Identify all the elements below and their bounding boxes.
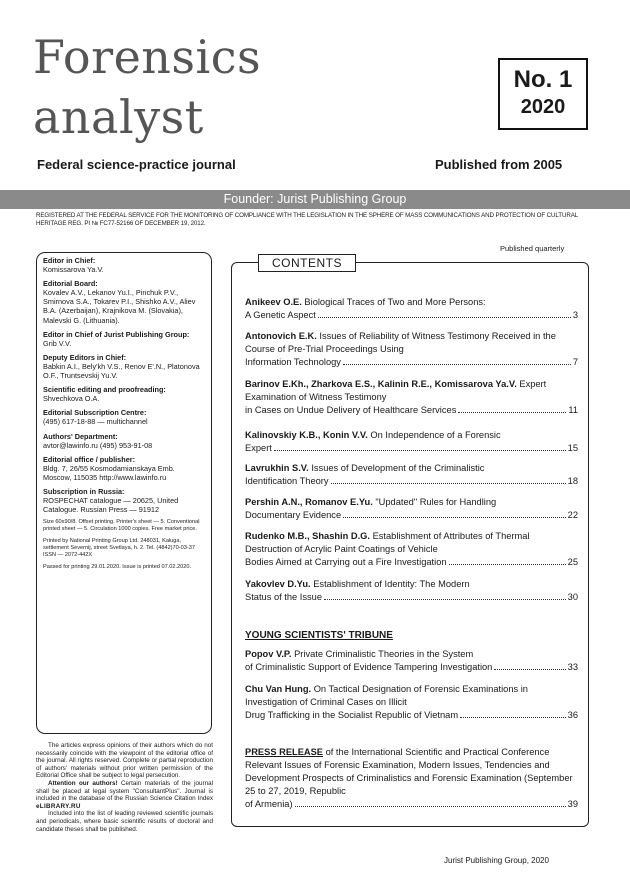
toc-leader-dots bbox=[331, 483, 566, 484]
footer-publisher: Jurist Publishing Group, 2020 bbox=[444, 856, 549, 865]
toc-title-end: Expert bbox=[245, 443, 272, 453]
editorial-box bbox=[36, 252, 212, 734]
editorial-body: Komissarova Ya.V. bbox=[43, 265, 104, 275]
authors-notice-text: Certain materials of the journal shall be placed at legal system "ConsultantPlus". Journal is included in the database of the Russian Science Citation Index bbox=[36, 779, 214, 803]
young-scientists-heading: YOUNG SCIENTISTS' TRIBUNE bbox=[245, 630, 393, 641]
editorial-heading: Editorial office / publisher: bbox=[43, 454, 136, 464]
toc-title-end: Bodies Aimed at Carrying out a Fire Investigation bbox=[245, 557, 447, 567]
print-dates: Passed for printing 29.01.2020. Issue is printed 07.02.2020. bbox=[43, 564, 192, 571]
authors-notice bbox=[36, 780, 213, 810]
journal-title-line2: analyst bbox=[33, 90, 204, 144]
toc-title-end: Information Technology bbox=[245, 357, 341, 367]
printed-by: Printed by National Printing Group Ltd. 248031, Kaluga, settlement Severnij, street Svetlaya, h. 2. Tel. (4842)70-03-37 ISSN — 2072-442X bbox=[43, 538, 195, 559]
toc-leader-dots bbox=[324, 599, 566, 600]
toc-authors: Barinov E.Kh., Zharkova E.S., Kalinin R.E., Komissarova Ya.V. bbox=[245, 379, 517, 389]
toc-page: 25 bbox=[567, 557, 578, 567]
toc-title-end: in Cases on Undue Delivery of Healthcare Services bbox=[245, 405, 457, 415]
toc-authors: Anikeev O.E. bbox=[245, 297, 302, 307]
toc-leader-dots bbox=[494, 669, 565, 670]
toc-page: 15 bbox=[567, 443, 578, 453]
toc-title: Establishment of Attributes of Thermal Destruction of Acrylic Paint Coatings of Vehicle bbox=[245, 531, 530, 554]
toc-page: 22 bbox=[567, 510, 578, 520]
editorial-heading: Authors' Department: bbox=[43, 431, 118, 441]
toc-title-end: Drug Trafficking in the Socialist Republic of Vietnam bbox=[245, 710, 459, 720]
editorial-section bbox=[43, 256, 205, 274]
toc-authors: Lavrukhin S.V. bbox=[245, 463, 309, 473]
inclusion-notice: Included into the list of leading reviewed scientific journals and periodicals, where basic scientific results of doctoral and candidate theses shall be published. bbox=[36, 810, 213, 833]
toc-page: 18 bbox=[567, 476, 578, 486]
authors-notice-heading: Attention our authors! bbox=[48, 779, 118, 787]
toc-leader-dots bbox=[343, 364, 571, 365]
press-release-heading: PRESS RELEASE bbox=[245, 747, 324, 757]
toc-title-end: Status of the Issue bbox=[245, 592, 323, 602]
toc-title: Establishment of Identity: The Modern bbox=[310, 579, 470, 589]
editorial-body: avtor@lawinfo.ru (495) 953-91-08 bbox=[43, 440, 153, 450]
toc-entry[interactable] bbox=[245, 496, 578, 522]
elibrary-logo: eLIBRARY.RU bbox=[36, 802, 81, 810]
editorial-body: ROSPECHAT catalogue — 20625, United Catalogue. Russian Press — 91912 bbox=[43, 496, 179, 515]
journal-title-line1: Forensics bbox=[33, 30, 262, 84]
editorial-heading: Subscription in Russia: bbox=[43, 486, 125, 496]
toc-leader-dots bbox=[458, 412, 566, 413]
toc-leader-dots bbox=[449, 564, 566, 565]
toc-page: 39 bbox=[567, 799, 578, 809]
editorial-heading: Deputy Editors in Chief: bbox=[43, 352, 127, 362]
toc-page: 7 bbox=[572, 357, 578, 367]
press-release-entry[interactable] bbox=[245, 746, 578, 811]
toc-title: On Independence of a Forensic bbox=[367, 430, 501, 440]
toc-leader-dots bbox=[295, 806, 566, 807]
toc-title-end: of Armenia) bbox=[245, 799, 293, 809]
toc-leader-dots bbox=[343, 517, 566, 518]
toc-authors: Pershin A.N., Romanov E.Yu. bbox=[245, 497, 373, 507]
editorial-section bbox=[43, 385, 205, 403]
published-from: Published from 2005 bbox=[435, 157, 563, 172]
issue-year: 2020 bbox=[520, 96, 566, 118]
toc-title: Biological Traces of Two and More Persons: bbox=[301, 297, 486, 307]
toc-leader-dots bbox=[274, 450, 566, 451]
journal-notes bbox=[36, 742, 213, 833]
toc-page: 33 bbox=[567, 662, 578, 672]
toc-title-end: Documentary Evidence bbox=[245, 510, 342, 520]
editorial-heading: Editor in Chief: bbox=[43, 256, 96, 265]
editorial-body: Grib V.V. bbox=[43, 338, 72, 348]
issue-number: No. 1 bbox=[513, 66, 573, 93]
toc-entry[interactable] bbox=[245, 378, 578, 417]
editorial-section bbox=[43, 279, 205, 324]
disclaimer-text: The articles express opinions of their authors which do not necessarily coincide with the viewpoint of the editorial office of the journal. All rights reserved. Complete or partial reproduction of authors' materials without prior written permission of the Editorial Office shall be subject to legal persecution. bbox=[36, 742, 213, 780]
contents-heading: CONTENTS bbox=[258, 254, 356, 272]
toc-authors: Popov V.P. bbox=[245, 649, 292, 659]
editorial-body: (495) 617-18-88 — multichannel bbox=[43, 417, 148, 427]
toc-title: of the International Scientific and Practical Conference Relevant Issues of Forensic Examination, Modern Issues, Tendencies and Development Prospects of Criminalistics and Forensic Examination (September 25 to 27, 2019, Republic bbox=[245, 747, 573, 796]
editorial-section bbox=[43, 353, 205, 380]
toc-title-end: Identification Theory bbox=[245, 476, 329, 486]
toc-page: 36 bbox=[567, 710, 578, 720]
publication-frequency: Published quarterly bbox=[500, 244, 565, 253]
journal-subtitle: Federal science-practice journal bbox=[37, 157, 236, 172]
editorial-heading: Editorial Board: bbox=[43, 279, 98, 289]
founder-bar: Founder: Jurist Publishing Group bbox=[0, 190, 630, 209]
editorial-section bbox=[43, 487, 205, 514]
editorial-section bbox=[43, 330, 205, 348]
toc-entry[interactable] bbox=[245, 530, 578, 569]
editorial-body: Bldg. 7, 26/55 Kosmodamianskaya Emb. Moscow, 115035 http://www.lawinfo.ru bbox=[43, 463, 175, 482]
editorial-body: Kovalev A.V., Lekanov Yu.I., Pinchuk P.V., Smirnova S.A., Tokarev P.I., Shishko A.V., Aliev B.A. (Azerbaijan), Krajnikova M. (Slovakia), Malevski G. (Lithuania). bbox=[43, 288, 196, 325]
toc-entry[interactable] bbox=[245, 683, 578, 722]
toc-title: Expert Examination of Witness Testimony bbox=[245, 379, 547, 402]
registration-notice: REGISTERED AT THE FEDERAL SERVICE FOR THE MONITORING OF COMPLIANCE WITH THE LEGISLATION IN THE SPHERE OF MASS COMMUNICATIONS AND PROTECTION OF CULTURAL HERITAGE REG. PI № FC77-52166 OF DECEMBER 19, 2012. bbox=[36, 212, 578, 227]
toc-authors: Yakovlev D.Yu. bbox=[245, 579, 311, 589]
editorial-section bbox=[43, 408, 205, 426]
toc-page: 3 bbox=[572, 310, 578, 320]
toc-page: 11 bbox=[568, 405, 578, 415]
toc-entry[interactable] bbox=[245, 429, 578, 455]
editorial-heading: Editorial Subscription Centre: bbox=[43, 408, 147, 418]
editorial-section bbox=[43, 432, 205, 450]
toc-entry[interactable] bbox=[245, 296, 578, 322]
toc-entry[interactable] bbox=[245, 648, 578, 674]
print-info: Size 60х90/8. Offset printing. Printer's sheet — 5. Conventional printed sheet — 5. Circulation 1000 copies. Free market price. bbox=[43, 519, 200, 533]
toc-title: Issues of Reliability of Witness Testimony Received in the Course of Pre-Trial Proceedings Using bbox=[245, 331, 556, 354]
toc-title: Private Criminalistic Theories in the System bbox=[291, 649, 474, 659]
editorial-heading: Editor in Chief of Jurist Publishing Group: bbox=[43, 329, 190, 339]
toc-entry[interactable] bbox=[245, 578, 578, 604]
toc-authors: Rudenko M.B., Shashin D.G. bbox=[245, 531, 370, 541]
editorial-section bbox=[43, 455, 205, 482]
toc-entry[interactable] bbox=[245, 462, 578, 488]
editorial-body: Shvechkova O.A. bbox=[43, 394, 100, 404]
editorial-heading: Scientific editing and proofreading: bbox=[43, 385, 166, 395]
toc-authors: Antonovich E.K. bbox=[245, 331, 317, 341]
toc-title-end: of Criminalistic Support of Evidence Tampering Investigation bbox=[245, 662, 493, 672]
toc-entry[interactable] bbox=[245, 330, 578, 369]
issue-box bbox=[498, 58, 588, 130]
toc-leader-dots bbox=[460, 717, 566, 718]
toc-page: 30 bbox=[567, 592, 578, 602]
toc-authors: Kalinovskiy K.B., Konin V.V. bbox=[245, 430, 368, 440]
editorial-body: Babkin A.I., Bely'kh V.S., Renov E'.N., Platonova O.F., Truntsevskij Yu.V. bbox=[43, 361, 200, 381]
toc-title: "Updated" Rules for Handling bbox=[372, 497, 497, 507]
toc-title-end: A Genetic Aspect bbox=[245, 310, 316, 320]
toc-leader-dots bbox=[318, 317, 571, 318]
toc-authors: Chu Van Hung. bbox=[245, 684, 312, 694]
toc-title: Issues of Development of the Criminalistic bbox=[308, 463, 485, 473]
toc-title: On Tactical Designation of Forensic Examinations in Investigation of Criminal Cases on Illicit bbox=[245, 684, 528, 707]
